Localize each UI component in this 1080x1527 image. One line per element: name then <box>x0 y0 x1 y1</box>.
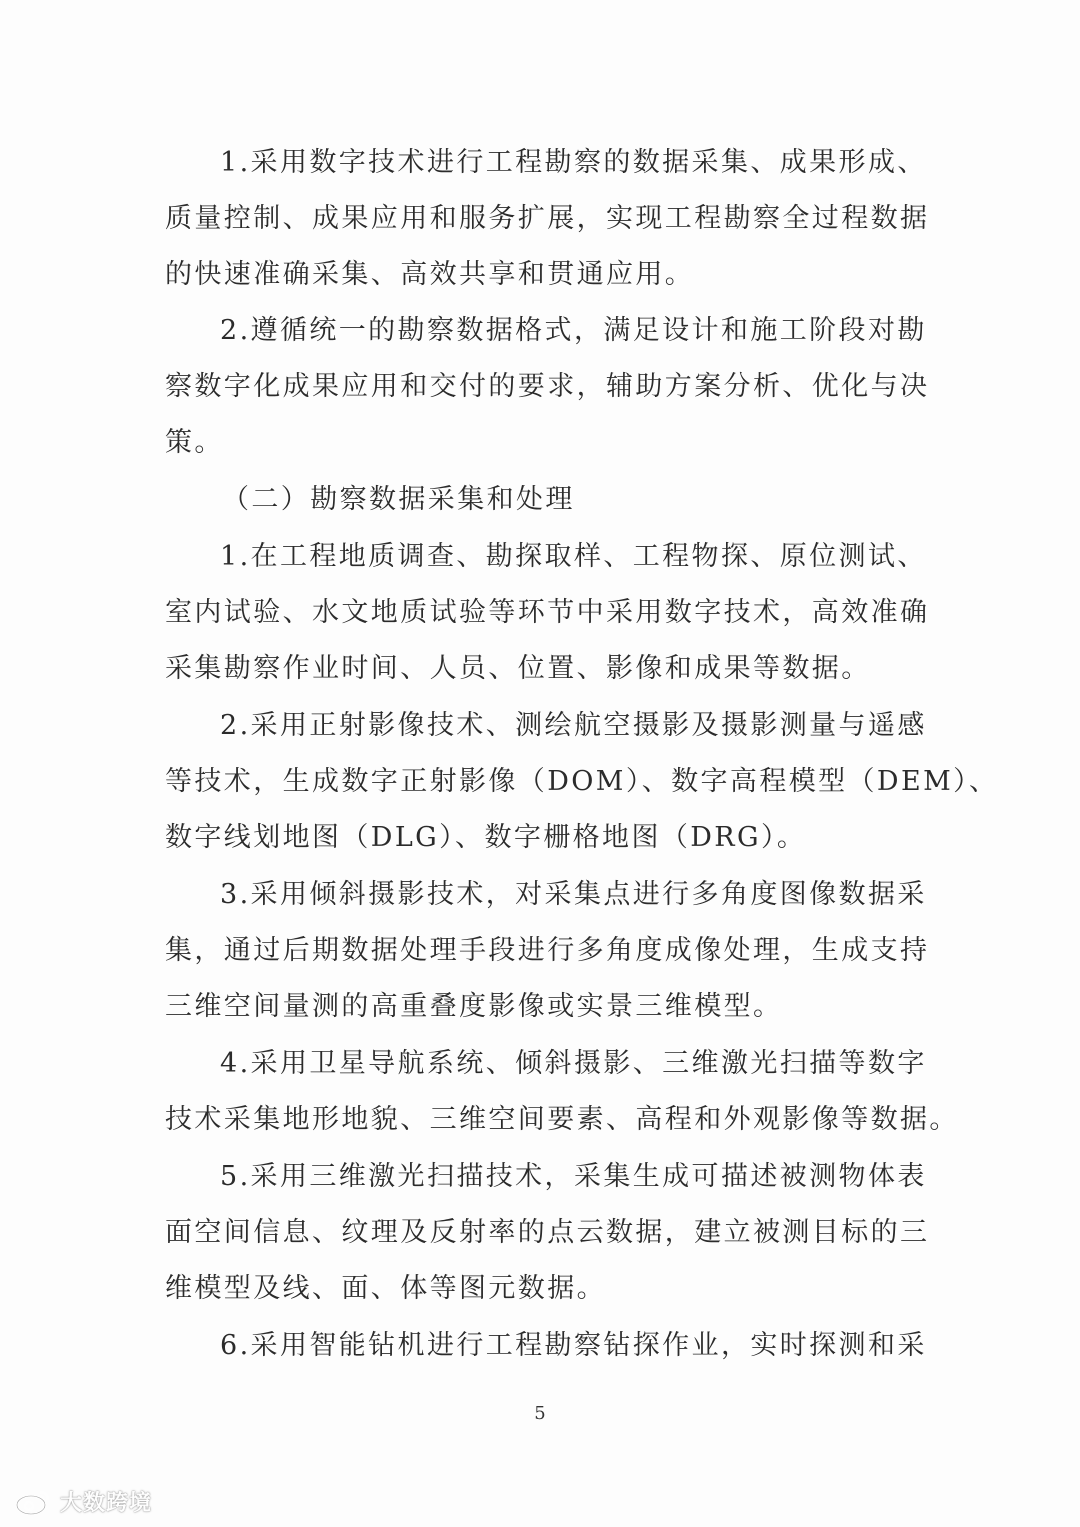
text-line: 三维空间量测的高重叠度影像或实景三维模型。 <box>165 991 783 1022</box>
watermark <box>14 1484 152 1518</box>
text-line: 2.采用正射影像技术、测绘航空摄影及摄影测量与遥感 <box>220 710 927 741</box>
text-line: 4.采用卫星导航系统、倾斜摄影、三维激光扫描等数字 <box>220 1048 927 1079</box>
text-line: 集，通过后期数据处理手段进行多角度成像处理，生成支持 <box>165 935 930 966</box>
text-line: 策。 <box>165 427 224 458</box>
text-line: 技术采集地形地貌、三维空间要素、高程和外观影像等数据。 <box>165 1104 959 1135</box>
text-line: 3.采用倾斜摄影技术，对采集点进行多角度图像数据采 <box>220 879 927 910</box>
text-line: 的快速准确采集、高效共享和贯通应用。 <box>165 259 695 290</box>
text-line: 质量控制、成果应用和服务扩展，实现工程勘察全过程数据 <box>165 203 930 234</box>
text-line: 5.采用三维激光扫描技术，采集生成可描述被测物体表 <box>220 1161 927 1192</box>
text-line: 维模型及线、面、体等图元数据。 <box>165 1273 606 1304</box>
section-heading: （二）勘察数据采集和处理 <box>222 484 575 515</box>
text-line: 察数字化成果应用和交付的要求，辅助方案分析、优化与决 <box>165 371 930 402</box>
watermark-text: 大数跨境 <box>60 1490 153 1516</box>
text-line: 6.采用智能钻机进行工程勘察钻探作业，实时探测和采 <box>220 1330 927 1361</box>
page-number: 5 <box>534 1403 546 1424</box>
text-line: 面空间信息、纹理及反射率的点云数据，建立被测目标的三 <box>165 1217 930 1248</box>
text-line: 等技术，生成数字正射影像（DOM）、数字高程模型（DEM）、 <box>165 766 999 797</box>
weibo-logo-icon <box>14 1486 54 1516</box>
text-line: 1.在工程地质调查、勘探取样、工程物探、原位测试、 <box>220 541 927 572</box>
text-line: 采集勘察作业时间、人员、位置、影像和成果等数据。 <box>165 653 871 684</box>
text-line: 2.遵循统一的勘察数据格式，满足设计和施工阶段对勘 <box>220 315 927 346</box>
text-line: 1.采用数字技术进行工程勘察的数据采集、成果形成、 <box>220 147 927 178</box>
text-line: 数字线划地图（DLG）、数字栅格地图（DRG）。 <box>165 822 807 853</box>
text-line: 室内试验、水文地质试验等环节中采用数字技术，高效准确 <box>165 597 930 628</box>
